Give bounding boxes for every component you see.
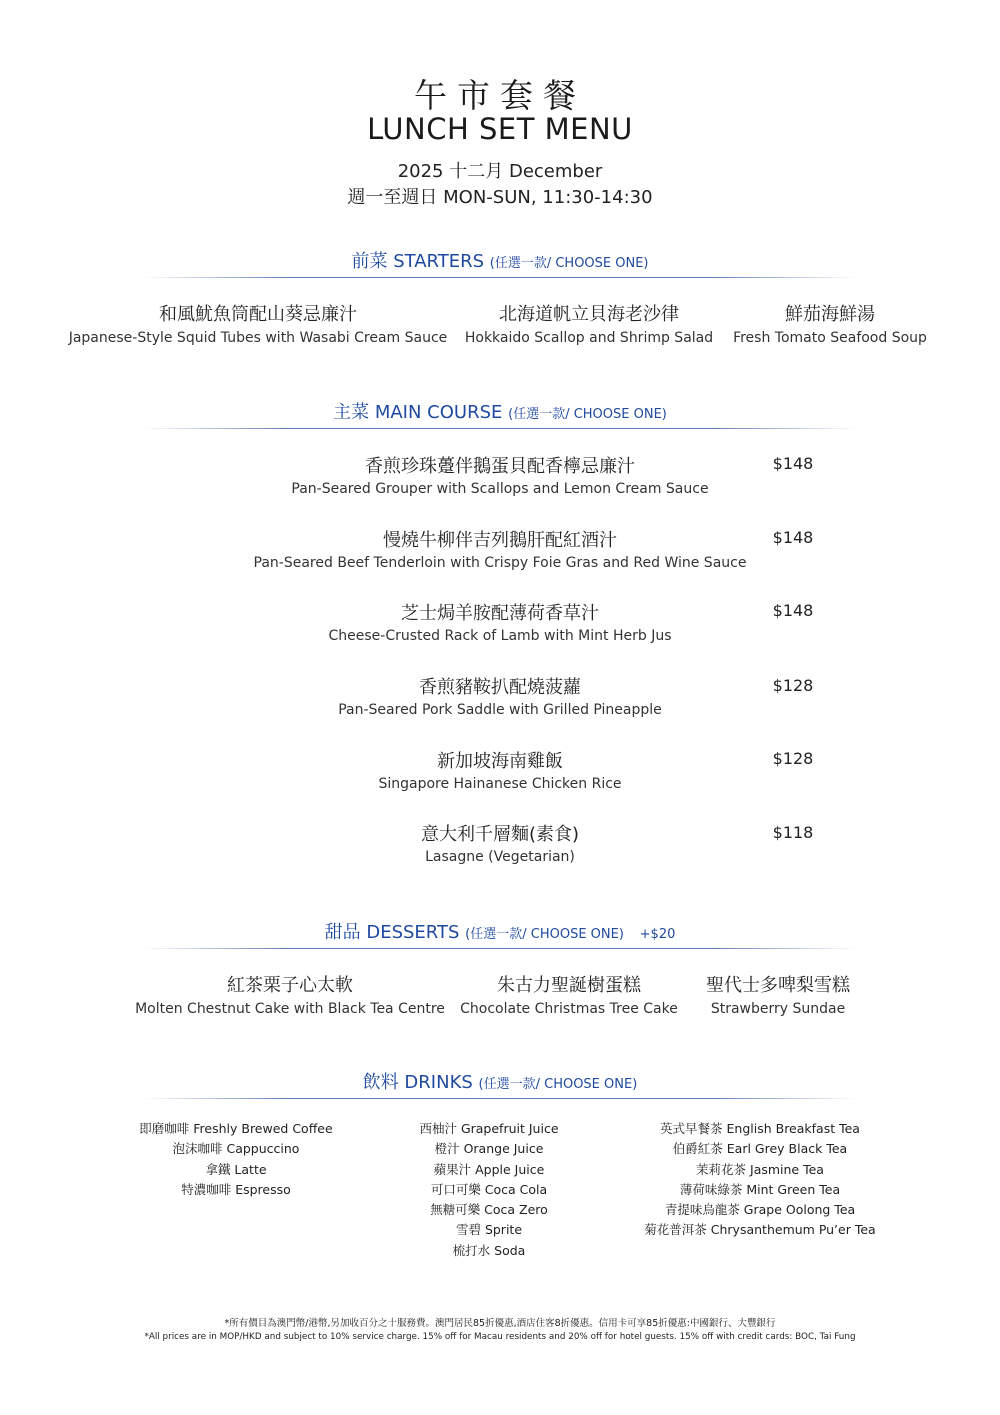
menu-title-english: LUNCH SET MENU	[367, 112, 633, 146]
desserts-title: 甜品 DESSERTS	[324, 922, 460, 943]
starter-name-en: Japanese-Style Squid Tubes with Wasabi Cream Sauce	[68, 330, 448, 346]
starter-item	[725, 300, 935, 346]
starter-name-en: Fresh Tomato Seafood Soup	[733, 330, 927, 346]
main-course-choose-note: (任選一款/ CHOOSE ONE)	[508, 407, 667, 422]
main-course-item	[150, 452, 850, 497]
desserts-divider	[143, 948, 857, 949]
main-course-name-zh: 芝士焗羊胺配薄荷香草汁	[401, 603, 599, 624]
starters-choose-note: (任選一款/ CHOOSE ONE)	[489, 256, 649, 271]
dessert-name-en: Strawberry Sundae	[710, 1001, 846, 1017]
main-course-item	[150, 526, 850, 571]
main-course-divider	[143, 428, 857, 429]
drink-item: 雪碧 Sprite	[455, 1222, 523, 1238]
drinks-heading	[0, 1068, 1000, 1094]
drinks-choose-note: (任選一款/ CHOOSE ONE)	[478, 1077, 638, 1092]
main-course-price: $148	[772, 601, 814, 620]
starter-name-zh: 和風魷魚筒配山葵忌廉汁	[159, 304, 357, 325]
drink-item: 西柚汁 Grapefruit Juice	[419, 1121, 559, 1136]
starter-item	[458, 300, 720, 346]
drink-item: 橙汁 Orange Juice	[434, 1141, 544, 1157]
dessert-name-zh: 朱古力聖誕樹蛋糕	[497, 975, 641, 996]
menu-hours: 週一至週日 MON-SUN, 11:30-14:30	[347, 187, 653, 208]
starters-title: 前菜 STARTERS	[351, 251, 485, 272]
drink-item: 即磨咖啡 Freshly Brewed Coffee	[139, 1121, 333, 1136]
main-course-name-en: Lasagne (Vegetarian)	[425, 849, 575, 865]
main-course-price: $148	[772, 528, 814, 547]
drink-item: 伯爵紅茶 Earl Grey Black Tea	[672, 1141, 848, 1157]
desserts-heading	[0, 918, 1000, 944]
drink-item: 梳打水 Soda	[452, 1242, 526, 1258]
desserts-choose-note: (任選一款/ CHOOSE ONE)	[465, 927, 624, 942]
drink-item: 可口可樂 Coca Cola	[430, 1181, 548, 1197]
drink-item: 英式早餐茶 English Breakfast Tea	[660, 1121, 860, 1136]
starter-name-zh: 北海道帆立貝海老沙律	[499, 304, 679, 325]
drinks-divider	[143, 1098, 857, 1099]
drink-item: 蘋果汁 Apple Juice	[433, 1161, 545, 1177]
dessert-name-en: Chocolate Christmas Tree Cake	[460, 1001, 678, 1017]
main-course-name-zh: 香煎豬鞍扒配燒菠蘿	[419, 677, 581, 698]
dessert-item	[130, 971, 450, 1017]
main-course-name-en: Pan-Seared Beef Tenderloin with Crispy Foie Gras and Red Wine Sauce	[253, 555, 747, 571]
drinks-title: 飲料 DRINKS	[362, 1072, 473, 1093]
drink-item: 薄荷味綠茶 Mint Green Tea	[679, 1181, 841, 1197]
starter-name-zh: 鮮茄海鮮湯	[785, 304, 875, 325]
drink-item: 泡沫咖啡 Cappuccino	[172, 1141, 300, 1157]
main-course-name-zh: 慢燒牛柳伴吉列鵝肝配紅酒汁	[383, 530, 617, 551]
drink-item: 特濃咖啡 Espresso	[181, 1181, 291, 1197]
main-course-item	[150, 673, 850, 718]
dessert-name-zh: 聖代士多啤梨雪糕	[706, 975, 850, 996]
starters-divider	[143, 277, 857, 278]
main-course-name-en: Pan-Seared Grouper with Scallops and Lemon Cream Sauce	[291, 481, 709, 497]
desserts-surcharge: +$20	[639, 927, 676, 942]
main-course-price: $118	[772, 823, 814, 842]
main-course-item	[150, 747, 850, 792]
starters-heading	[0, 247, 1000, 273]
main-course-name-en: Cheese-Crusted Rack of Lamb with Mint Herb Jus	[328, 628, 672, 644]
drinks-tea-list	[636, 1119, 884, 1241]
dessert-name-en: Molten Chestnut Cake with Black Tea Centre	[135, 1001, 445, 1017]
main-course-title: 主菜 MAIN COURSE	[333, 402, 503, 423]
main-course-name-zh: 新加坡海南雞飯	[437, 751, 563, 772]
main-course-price: $128	[772, 749, 814, 768]
drink-item: 青提味烏龍茶 Grape Oolong Tea	[664, 1202, 856, 1218]
drink-item: 無糖可樂 Coca Zero	[430, 1202, 548, 1218]
main-course-name-zh: 意大利千層麵(素食)	[420, 824, 580, 845]
main-course-item	[150, 820, 850, 865]
drink-item: 拿鐵 Latte	[205, 1161, 267, 1177]
starter-name-en: Hokkaido Scallop and Shrimp Salad	[464, 330, 714, 346]
menu-date: 2025 十二月 December	[397, 161, 603, 182]
main-course-name-en: Pan-Seared Pork Saddle with Grilled Pineapple	[338, 702, 662, 718]
main-course-price: $128	[772, 676, 814, 695]
main-course-name-en: Singapore Hainanese Chicken Rice	[378, 776, 622, 792]
footer-note-chinese: *所有價目為澳門幣/港幣,另加收百分之十服務費。澳門居民85折優惠,酒店住客8折優惠。信用卡可享85折優惠:中國銀行、大豐銀行	[224, 1318, 776, 1329]
drinks-coffee-list	[130, 1119, 342, 1200]
dessert-item	[455, 971, 683, 1017]
dessert-name-zh: 紅茶栗子心太軟	[227, 975, 353, 996]
main-course-price: $148	[772, 454, 814, 473]
main-course-heading	[0, 398, 1000, 424]
footer-note-english: *All prices are in MOP/HKD and subject to 10% service charge. 15% off for Macau residents and 20% off for hotel guests. 15% off with credit cards: BOC, Tai Fung	[144, 1332, 856, 1342]
main-course-name-zh: 香煎珍珠躉伴鵝蛋貝配香檸忌廉汁	[365, 456, 635, 477]
main-course-item	[150, 599, 850, 644]
drink-item: 菊花普洱茶 Chrysanthemum Pu’er Tea	[644, 1222, 876, 1238]
drinks-juice-list	[400, 1119, 578, 1261]
drink-item: 茉莉花茶 Jasmine Tea	[696, 1161, 824, 1177]
dessert-item	[688, 971, 868, 1017]
menu-title-chinese: 午市套餐	[414, 76, 586, 115]
starter-item	[58, 300, 458, 346]
